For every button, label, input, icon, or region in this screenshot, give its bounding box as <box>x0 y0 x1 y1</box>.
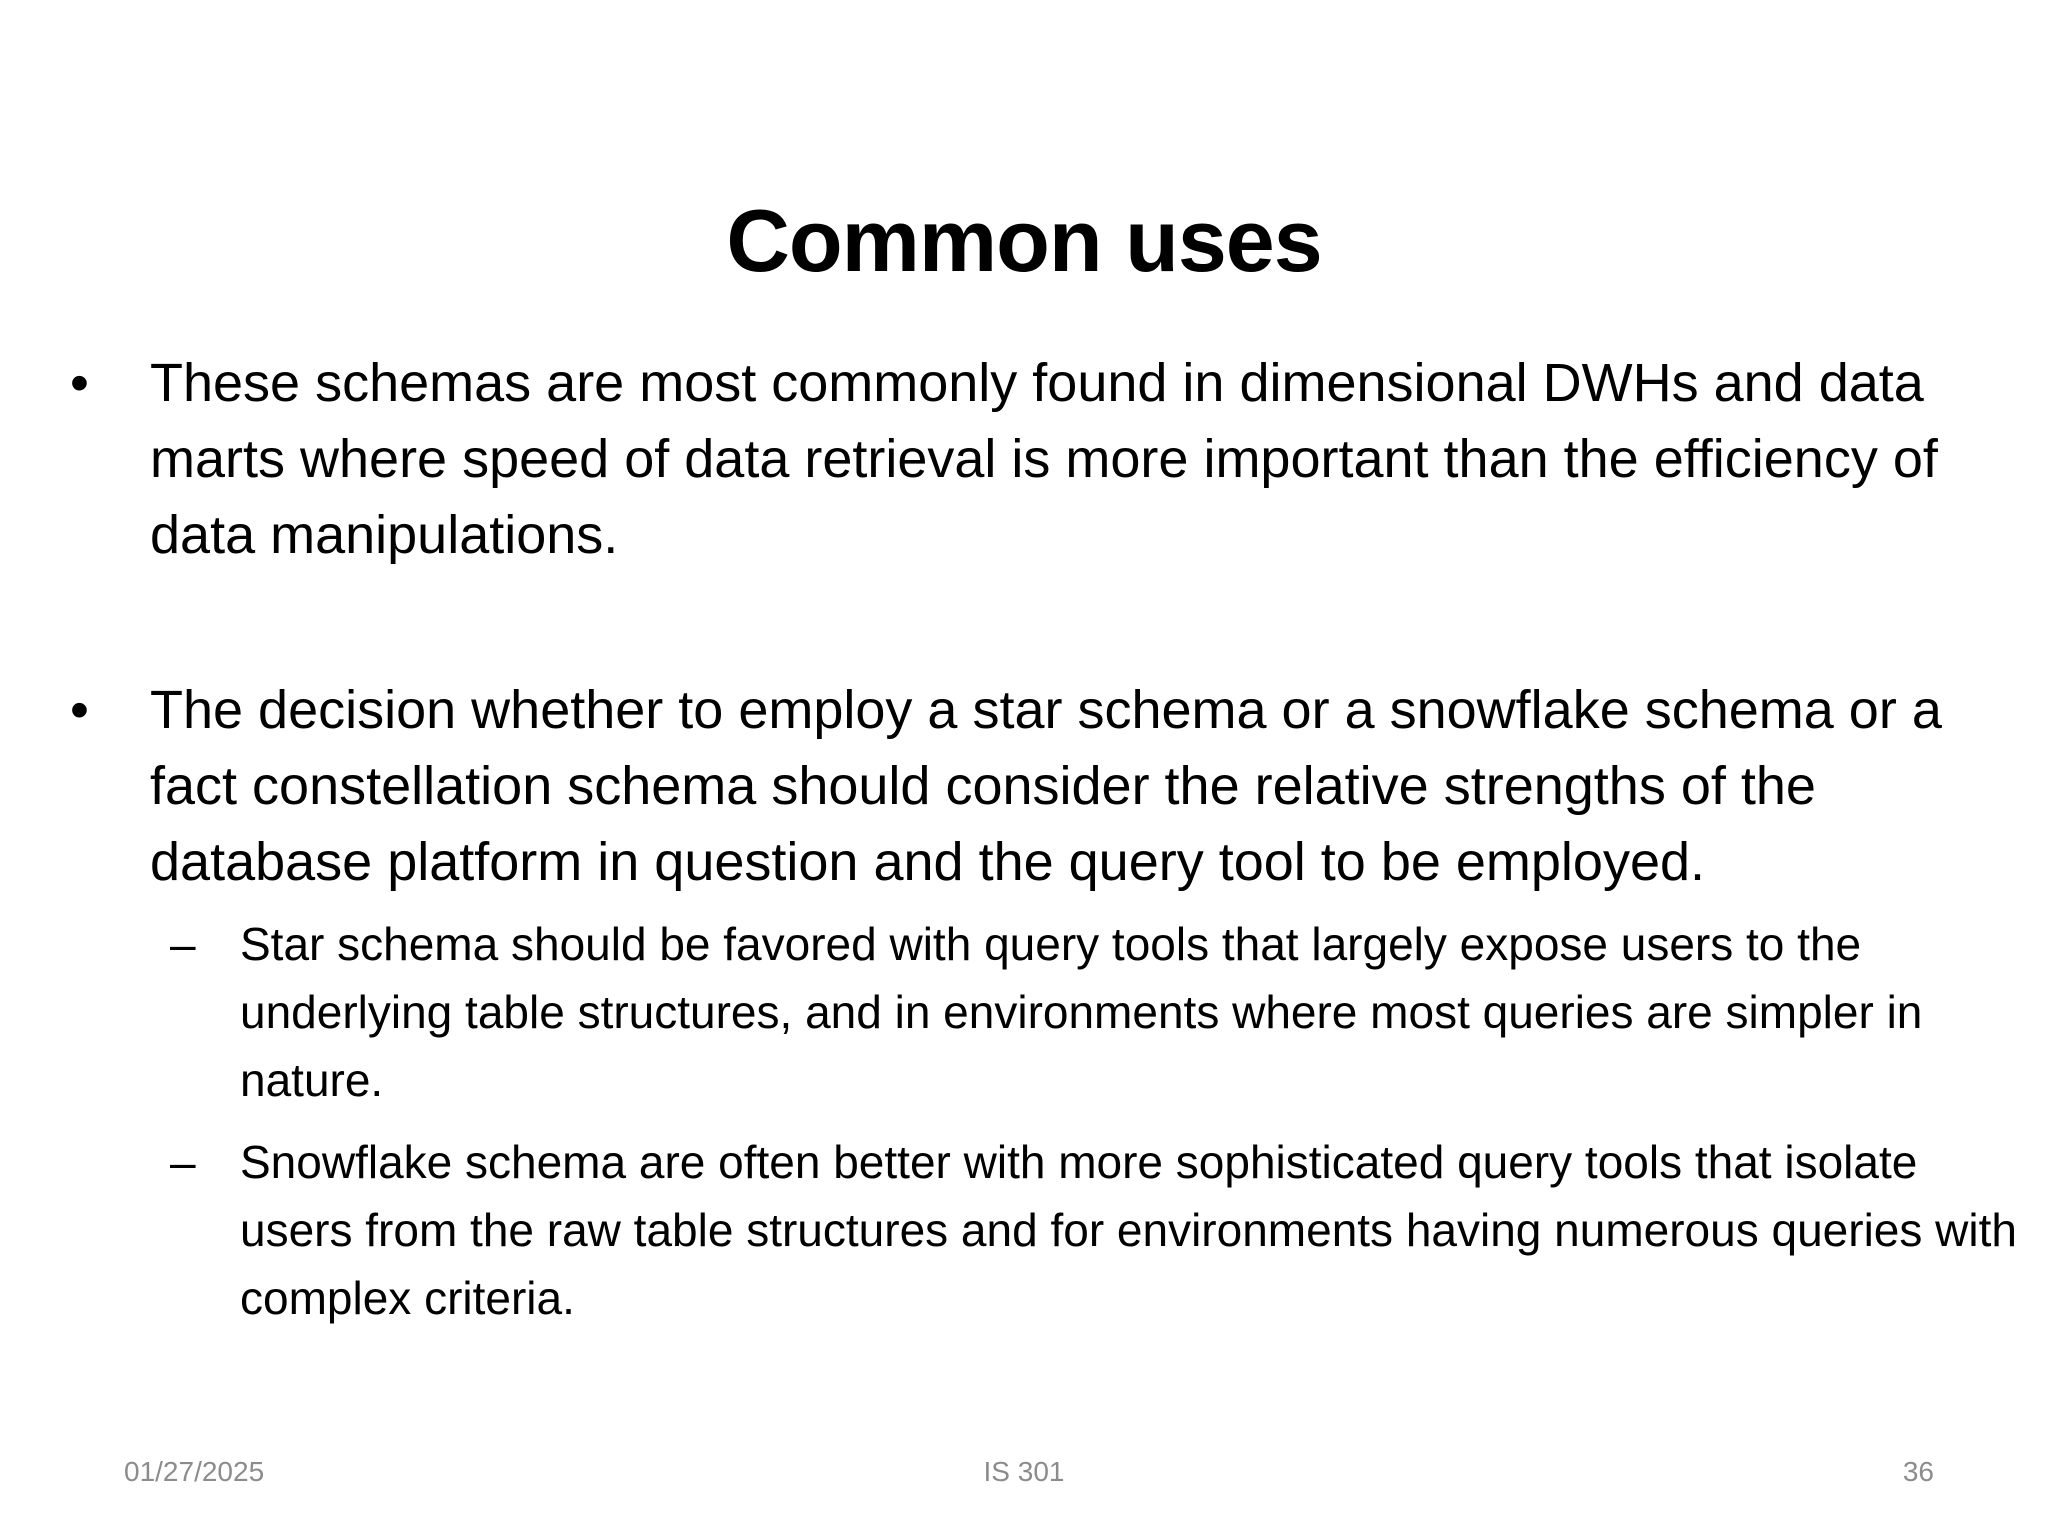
slide-title: Common uses <box>726 191 1322 290</box>
sub-bullet-text: Star schema should be favored with query tools that largely expose users to the underlying table structures, and in environments where most queries are simpler in nature. <box>240 918 1923 1106</box>
sub-bullet-marker: – <box>170 918 196 970</box>
footer-course: IS 301 <box>983 1456 1065 1487</box>
sub-bullet-marker: – <box>170 1136 196 1188</box>
bullet-marker: • <box>70 680 89 740</box>
sub-bullet-text: Snowflake schema are often better with more sophisticated query tools that isolate users from the raw table structures and for environments having numerous queries with complex criteria. <box>240 1136 2017 1324</box>
bullet-text: These schemas are most commonly found in dimensional DWHs and data marts where speed of data retrieval is more important than the efficiency of data manipulations. <box>150 353 1938 565</box>
bullet-marker: • <box>70 353 89 413</box>
footer-page-number: 36 <box>1902 1456 1934 1487</box>
footer-date: 01/27/2025 <box>124 1456 265 1487</box>
bullet-text: The decision whether to employ a star schema or a snowflake schema or a fact constellation schema should consider the relative strengths of the database platform in question and the query tool to be employed. <box>150 680 1942 892</box>
